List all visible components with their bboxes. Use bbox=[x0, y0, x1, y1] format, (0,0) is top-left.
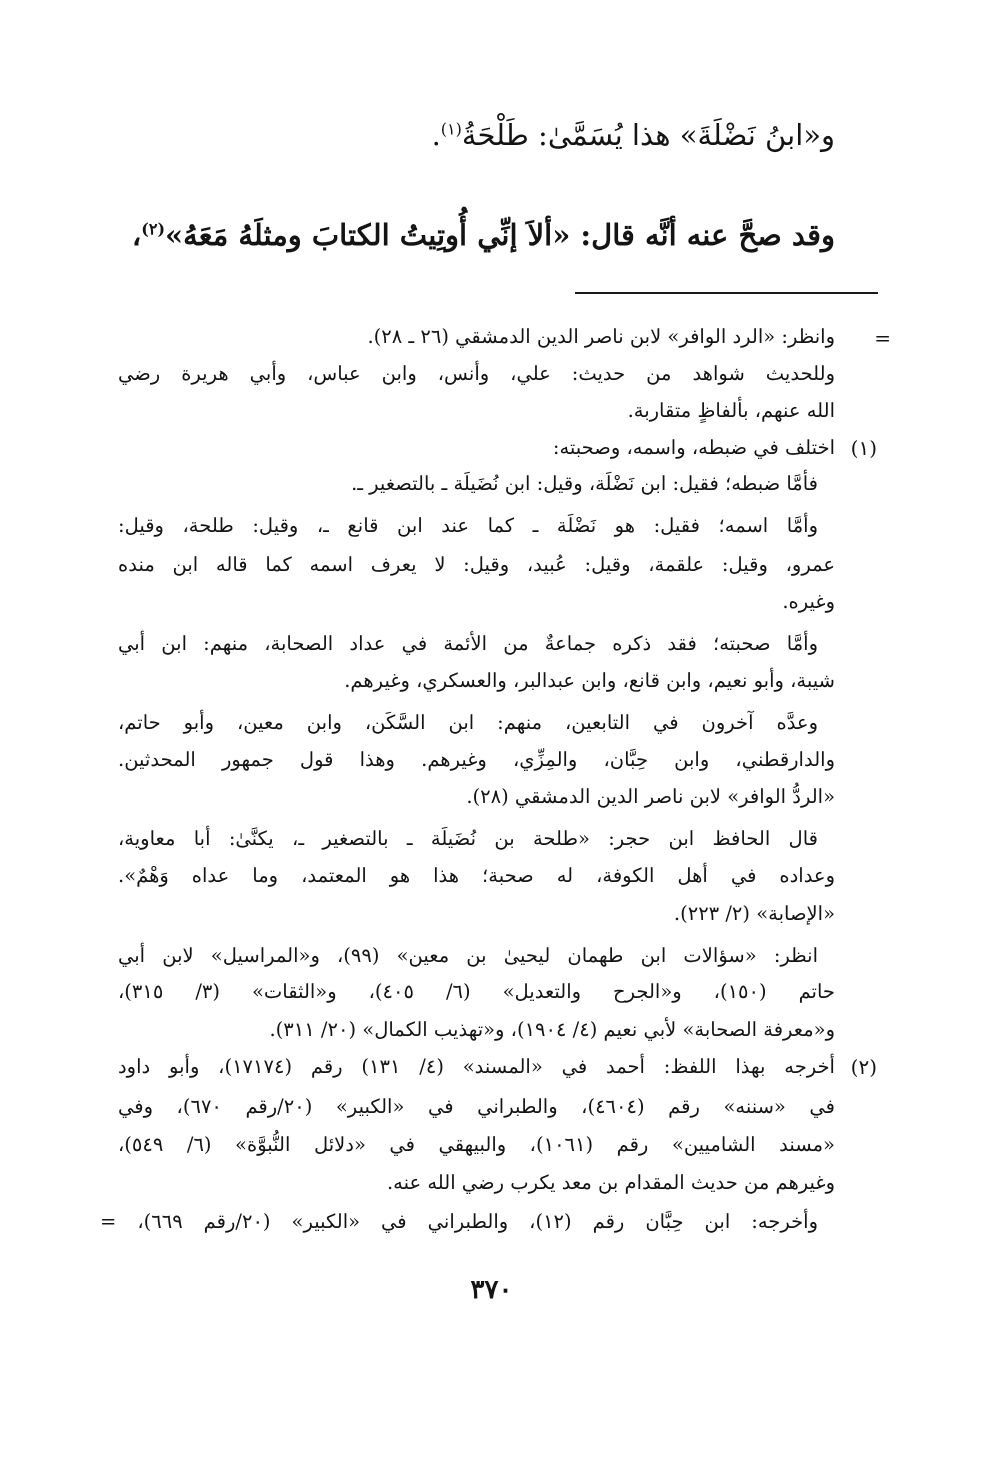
footnote-1-line: وعداده في أهل الكوفة، له صحبة؛ هذا هو المعتمد، وما عداه وَهْمٌ». bbox=[118, 864, 835, 887]
footnote-1-line: والدارقطني، وابن حِبَّان، والمِزِّي، وغيرهم. وهذا قول جمهور المحدثين. bbox=[118, 748, 835, 771]
footnote-1-line: وأمَّا اسمه؛ فقيل: هو نَضْلَة ـ كما عند ابن قانع ـ، وقيل: طلحة، وقيل: bbox=[118, 514, 818, 537]
footnote-1-line: عمرو، وقيل: علقمة، وقيل: عُبيد، وقيل: لا يعرف اسمه كما قاله ابن منده bbox=[118, 553, 835, 576]
footnote-1-line: «الإصابة» (٢/ ٢٢٣). bbox=[673, 902, 835, 925]
main-text-line-2-body: وقد صحَّ عنه أنَّه قال: «ألاَ إنِّي أُوتِيتُ الكتابَ ومثلَهُ مَعَهُ» bbox=[165, 218, 835, 252]
main-text-line-1-end: . bbox=[431, 118, 441, 152]
footnote-2-line: في «سننه» رقم (٤٦٠٤)، والطبراني في «الكبير» (٢٠/رقم ٦٧٠)، وفي bbox=[118, 1095, 836, 1118]
footnote-1-line: حاتم (١٥٠)، و«الجرح والتعديل» (٦/ ٤٠٥)، و«الثقات» (٣/ ٣١٥)، bbox=[118, 980, 835, 1003]
footnote-2-line: وأخرجه: ابن حِبَّان رقم (١٢)، والطبراني في «الكبير» (٢٠/رقم ٦٦٩)، = bbox=[100, 1210, 818, 1233]
main-text-line-2 bbox=[132, 218, 835, 252]
footnote-continued-line-1: وانظر: «الرد الوافر» لابن ناصر الدين الدمشقي (٢٦ ـ ٢٨). bbox=[367, 325, 835, 348]
page-number: ٣٧٠ bbox=[470, 1275, 513, 1305]
footnote-continued-line-3: الله عنهم، بألفاظٍ متقاربة. bbox=[627, 399, 835, 422]
footnote-separator bbox=[575, 292, 878, 294]
footnote-ref-1: (١) bbox=[440, 119, 462, 139]
footnote-1-line: انظر: «سؤالات ابن طهمان ليحيىٰ بن معين» (٩٩)، و«المراسيل» لابن أبي bbox=[118, 944, 818, 967]
footnote-1-line: «الردُّ الوافر» لابن ناصر الدين الدمشقي (٢٨). bbox=[466, 785, 835, 808]
footnote-2-number: (٢) bbox=[850, 1055, 877, 1079]
main-text-line-1 bbox=[432, 118, 835, 152]
footnote-continued-line-2: وللحديث شواهد من حديث: علي، وأنس، وابن عباس، وأبي هريرة رضي bbox=[118, 362, 835, 385]
footnote-1-line: وأمَّا صحبته؛ فقد ذكره جماعةٌ من الأئمة في عداد الصحابة، منهم: ابن أبي bbox=[118, 632, 818, 655]
footnote-1-line: فأمَّا ضبطه؛ فقيل: ابن نَضْلَة، وقيل: ابن نُضَيلَة ـ بالتصغير ـ. bbox=[351, 472, 818, 495]
footnote-1-line: شيبة، وأبو نعيم، وابن قانع، وابن عبدالبر، والعسكري، وغيرهم. bbox=[344, 669, 835, 692]
footnote-2-line: وغيرهم من حديث المقدام بن معد يكرب رضي الله عنه. bbox=[386, 1171, 835, 1194]
main-text-line-1-body: و«ابنُ نَضْلَةَ» هذا يُسَمَّىٰ: طَلْحَةُ bbox=[461, 118, 835, 152]
main-text-line-2-end: ، bbox=[131, 218, 142, 252]
footnote-1-line: وغيره. bbox=[782, 590, 835, 613]
footnote-2-line: أخرجه بهذا اللفظ: أحمد في «المسند» (٤/ ١٣١) رقم (١٧١٧٤)، وأبو داود bbox=[118, 1055, 835, 1078]
footnote-1-line: و«معرفة الصحابة» لأبي نعيم (٤/ ١٩٠٤)، و«تهذيب الكمال» (٢٠/ ٣١١). bbox=[269, 1018, 835, 1041]
footnote-2-line: «مسند الشاميين» رقم (١٠٦١)، والبيهقي في «دلائل النُّبوَّة» (٦/ ٥٤٩)، bbox=[118, 1133, 835, 1156]
footnote-1-line: قال الحافظ ابن حجر: «طلحة بن نُضَيلَة ـ بالتصغير ـ، يكنَّىٰ: أبا معاوية، bbox=[118, 827, 818, 850]
footnote-1-number: (١) bbox=[850, 436, 877, 460]
continuation-marker: = bbox=[874, 326, 891, 350]
footnote-1-line: وعدَّه آخرون في التابعين، منهم: ابن السَّكَن، وابن معين، وأبو حاتم، bbox=[118, 711, 818, 734]
footnote-ref-2: (٢) bbox=[141, 219, 166, 239]
footnote-1-line: اختلف في ضبطه، واسمه، وصحبته: bbox=[552, 436, 835, 459]
